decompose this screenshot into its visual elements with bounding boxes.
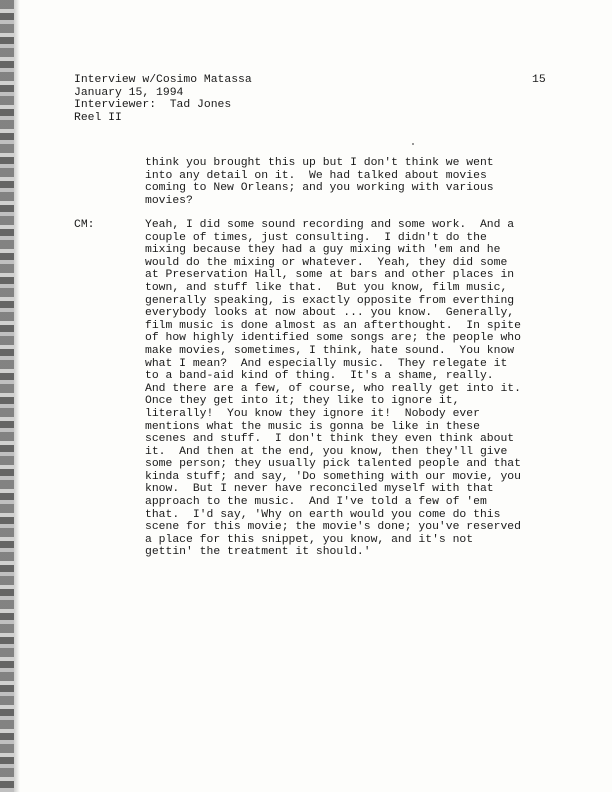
- answer-line: make movies, sometimes, I think, hate sound. You know: [145, 344, 515, 357]
- answer-line: Yeah, I did some sound recording and some work. And a: [145, 219, 515, 231]
- header-interview-title: Interview w/Cosimo Matassa: [74, 74, 252, 86]
- scan-speck: [412, 143, 414, 145]
- answer-line: couple of times, just consulting. I didn't do the: [145, 231, 487, 244]
- header-date: January 15, 1994: [74, 86, 184, 99]
- answer-line: mixing because they had a guy mixing with 'em and he: [145, 244, 501, 257]
- header-reel: Reel II: [74, 111, 122, 124]
- answer-line: of how highly identified some songs are; the people who: [145, 332, 521, 345]
- answer-line: it. And then at the end, you know, then they'll give: [145, 445, 508, 458]
- answer-line: Once they get into it; they like to ignore it,: [145, 395, 460, 408]
- question-line: into any detail on it. We had talked about movies: [145, 169, 487, 182]
- answer-line: approach to the music. And I've told a few of 'em: [145, 496, 487, 509]
- answer-line: at Preservation Hall, some at bars and other places in: [145, 269, 515, 282]
- answer-line: that. I'd say, 'Why on earth would you come do this: [145, 508, 501, 521]
- answer-line: generally speaking, is exactly opposite from everthing: [145, 294, 515, 307]
- question-paragraph: [145, 157, 545, 207]
- scan-binding-edge: [0, 0, 14, 792]
- question-line: coming to New Orleans; and you working with various: [145, 182, 494, 195]
- answer-line: know. But I never have reconciled myself with that: [145, 483, 494, 496]
- answer-line: film music is done almost as an afterthought. In spite: [145, 319, 521, 332]
- header-interviewer: Interviewer: Tad Jones: [74, 99, 232, 112]
- answer-line: town, and stuff like that. But you know, film music,: [145, 281, 508, 294]
- answer-line: a place for this snippet, you know, and it's not: [145, 533, 474, 546]
- speaker-label: CM:: [74, 219, 95, 231]
- answer-line: mentions what the music is gonna be like in these: [145, 420, 480, 433]
- answer-line: kinda stuff; and say, 'Do something with our movie, you: [145, 470, 521, 483]
- document-header: [74, 74, 252, 124]
- answer-line: gettin' the treatment it should.': [145, 546, 371, 559]
- answer-line: some person; they usually pick talented people and that: [145, 458, 521, 471]
- question-line: think you brought this up but I don't think we went: [145, 157, 494, 169]
- answer-line: to a band-aid kind of thing. It's a shame, really.: [145, 370, 494, 383]
- question-line: movies?: [145, 194, 193, 207]
- answer-paragraph: [145, 219, 555, 559]
- scan-binding-shadow: [14, 0, 20, 792]
- page-number: 15: [532, 74, 546, 86]
- answer-line: scene for this movie; the movie's done; you've reserved: [145, 521, 521, 534]
- answer-line: literally! You know they ignore it! Nobody ever: [145, 407, 480, 420]
- answer-line: would do the mixing or whatever. Yeah, they did some: [145, 256, 508, 269]
- answer-line: what I mean? And especially music. They relegate it: [145, 357, 508, 370]
- answer-line: scenes and stuff. I don't think they even think about: [145, 433, 515, 446]
- answer-line: And there are a few, of course, who really get into it.: [145, 382, 521, 395]
- answer-line: everybody looks at now about ... you know. Generally,: [145, 307, 515, 320]
